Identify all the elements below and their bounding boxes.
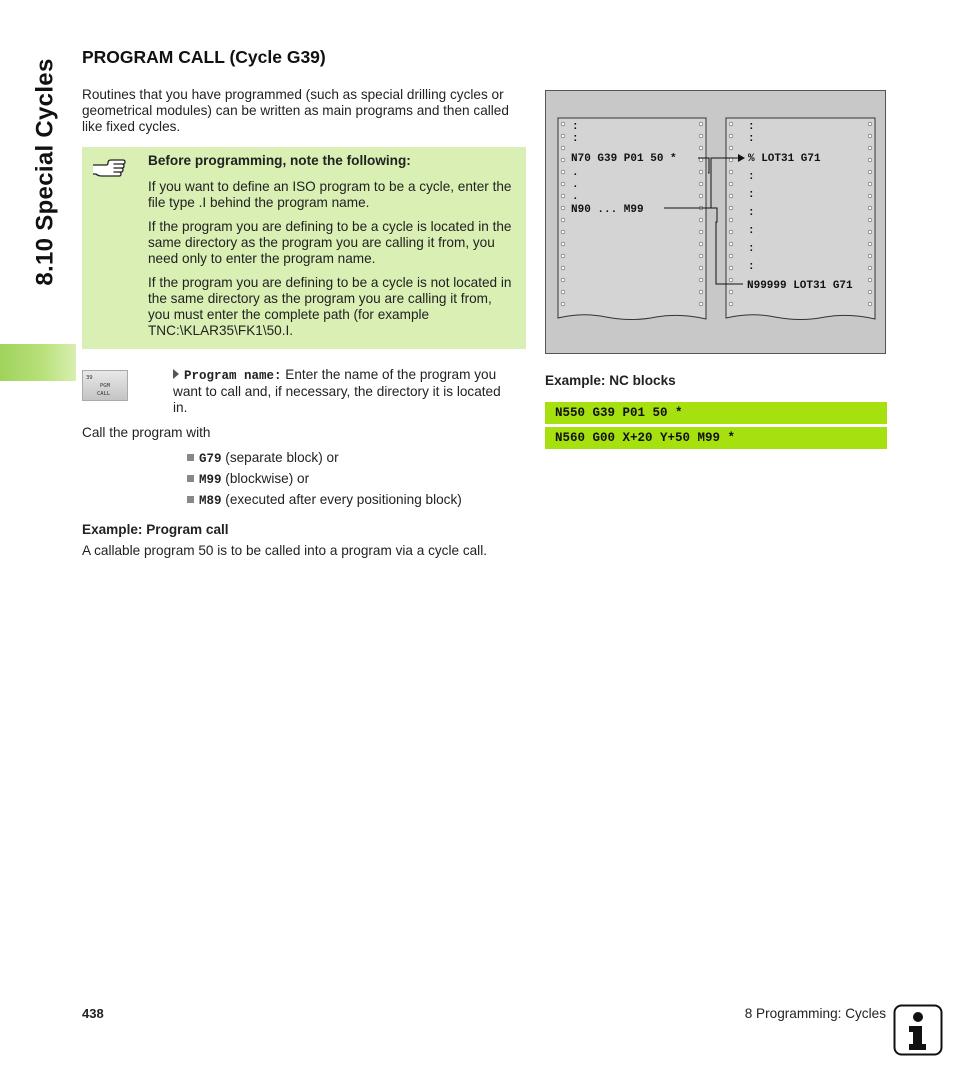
- perforation-hole: [699, 122, 703, 126]
- perforation-hole: [699, 146, 703, 150]
- perforation-hole: [729, 302, 733, 306]
- perforation-hole: [729, 206, 733, 210]
- example-nc-heading: Example: NC blocks: [545, 373, 676, 388]
- section-side-title: [30, 52, 62, 292]
- perforation-hole: [868, 218, 872, 222]
- perforation-hole: [699, 302, 703, 306]
- page-number: 438: [82, 1006, 104, 1021]
- perforation-hole: [868, 182, 872, 186]
- note-paragraph: If you want to define an ISO program to be a cycle, enter the file type .I behind the program name.: [148, 179, 512, 210]
- call-option-code: M99: [199, 473, 222, 487]
- nc-block: N560 G00 X+20 Y+50 M99 *: [545, 427, 887, 449]
- example-call-text: A callable program 50 is to be called into a program via a cycle call.: [82, 543, 487, 558]
- call-intro: Call the program with: [82, 425, 211, 440]
- softkey-line: 39: [86, 375, 93, 381]
- perforation-hole: [699, 278, 703, 282]
- triangle-bullet-icon: [173, 369, 179, 379]
- softkey-line: CALL: [97, 391, 111, 397]
- perforation-hole: [561, 254, 565, 258]
- perforation-hole: [561, 122, 565, 126]
- call-option-code: M89: [199, 494, 222, 508]
- page-heading: PROGRAM CALL (Cycle G39): [82, 47, 326, 67]
- perforation-hole: [699, 230, 703, 234]
- perforation-hole: [729, 218, 733, 222]
- note-paragraph: If the program you are defining to be a cycle is located in the same directory as the program you are calling it from, you need only to enter the program name.: [148, 219, 512, 266]
- perforation-hole: [561, 170, 565, 174]
- svg-text::: :: [748, 243, 755, 255]
- perforation-hole: [868, 290, 872, 294]
- perforation-hole: [868, 278, 872, 282]
- perforation-hole: [561, 302, 565, 306]
- intro-paragraph: Routines that you have programmed (such as special drilling cycles or geometrical modules) can be written as main programs and then called like fixed cycles.: [82, 87, 509, 134]
- program-call-figure: [545, 90, 886, 354]
- perforation-hole: [561, 230, 565, 234]
- nc-block: N550 G39 P01 50 *: [545, 402, 887, 424]
- perforation-hole: [699, 158, 703, 162]
- call-option-text: (executed after every positioning block): [221, 492, 462, 507]
- perforation-hole: [561, 290, 565, 294]
- perforation-hole: [699, 194, 703, 198]
- svg-text:.: .: [572, 191, 579, 203]
- call-option-text: (blockwise) or: [221, 471, 310, 486]
- svg-text::: :: [748, 261, 755, 273]
- perforation-hole: [729, 254, 733, 258]
- example-call-heading: Example: Program call: [82, 522, 229, 537]
- perforation-hole: [729, 242, 733, 246]
- square-bullet-icon: [187, 496, 194, 503]
- perforation-hole: [729, 182, 733, 186]
- perforation-hole: [868, 158, 872, 162]
- perforation-hole: [699, 170, 703, 174]
- perforation-hole: [561, 206, 565, 210]
- svg-text:.: .: [572, 179, 579, 191]
- perforation-hole: [868, 170, 872, 174]
- call-option: [187, 492, 462, 509]
- perforation-hole: [699, 254, 703, 258]
- footer-chapter: 8 Programming: Cycles: [744, 1006, 886, 1021]
- perforation-hole: [729, 278, 733, 282]
- square-bullet-icon: [187, 454, 194, 461]
- perforation-hole: [561, 266, 565, 270]
- perforation-hole: [868, 194, 872, 198]
- perforation-hole: [729, 122, 733, 126]
- perforation-hole: [699, 134, 703, 138]
- perforation-hole: [561, 182, 565, 186]
- perforation-hole: [868, 266, 872, 270]
- perforation-hole: [729, 266, 733, 270]
- perforation-hole: [699, 218, 703, 222]
- perforation-hole: [868, 242, 872, 246]
- svg-text::: :: [748, 189, 755, 201]
- perforation-hole: [561, 278, 565, 282]
- perforation-hole: [561, 146, 565, 150]
- perforation-hole: [699, 266, 703, 270]
- note-title: Before programming, note the following:: [148, 153, 411, 168]
- perforation-hole: [699, 242, 703, 246]
- perforation-hole: [868, 134, 872, 138]
- note-body: [148, 153, 514, 347]
- perforation-hole: [729, 290, 733, 294]
- chapter-tab-marker: [0, 344, 76, 381]
- perforation-hole: [729, 158, 733, 162]
- figure-right-end: N99999 LOT31 G71: [747, 280, 853, 292]
- svg-text::: :: [748, 225, 755, 237]
- call-option: [187, 450, 339, 467]
- figure-right-start: % LOT31 G71: [748, 153, 821, 165]
- figure-left-end-block: N90 ... M99: [571, 204, 644, 216]
- svg-text::: :: [572, 121, 579, 133]
- svg-text::: :: [748, 207, 755, 219]
- svg-text::: :: [748, 171, 755, 183]
- program-name-label: Program name:: [184, 369, 282, 383]
- svg-text:.: .: [572, 167, 579, 179]
- perforation-hole: [729, 134, 733, 138]
- call-option-text: (separate block) or: [221, 450, 339, 465]
- perforation-hole: [561, 218, 565, 222]
- perforation-hole: [699, 290, 703, 294]
- perforation-hole: [868, 254, 872, 258]
- softkey-line: PGM: [100, 383, 110, 389]
- perforation-hole: [868, 206, 872, 210]
- perforation-hole: [561, 242, 565, 246]
- perforation-hole: [729, 194, 733, 198]
- figure-left-call-block: N70 G39 P01 50 *: [571, 153, 677, 165]
- section-title-text: 8.10 Special Cycles: [32, 58, 59, 286]
- perforation-hole: [868, 302, 872, 306]
- perforation-hole: [868, 230, 872, 234]
- note-paragraph: If the program you are defining to be a cycle is not located in the same directory as the program you are calling it from, you must enter the complete path (for example TNC:\KLAR35\FK1\50.I.: [148, 275, 512, 338]
- svg-text::: :: [748, 121, 755, 133]
- perforation-hole: [729, 170, 733, 174]
- call-option: [187, 471, 309, 488]
- program-name-instruction: [173, 367, 518, 416]
- perforation-hole: [561, 134, 565, 138]
- pgm-call-softkey[interactable]: [82, 370, 128, 401]
- note-box: [82, 147, 526, 349]
- svg-text::: :: [748, 133, 755, 145]
- program-name-text: Enter the name of the program you want to call and, if necessary, the directory it is located in.: [173, 367, 501, 415]
- info-icon: [893, 1004, 943, 1056]
- square-bullet-icon: [187, 475, 194, 482]
- perforation-hole: [868, 146, 872, 150]
- perforation-hole: [699, 182, 703, 186]
- perforation-hole: [868, 122, 872, 126]
- perforation-hole: [729, 146, 733, 150]
- svg-text::: :: [572, 133, 579, 145]
- perforation-hole: [561, 158, 565, 162]
- perforation-hole: [561, 194, 565, 198]
- perforation-hole: [729, 230, 733, 234]
- pointing-hand-icon: [92, 157, 126, 179]
- call-option-code: G79: [199, 452, 222, 466]
- program-call-diagram: [546, 91, 885, 353]
